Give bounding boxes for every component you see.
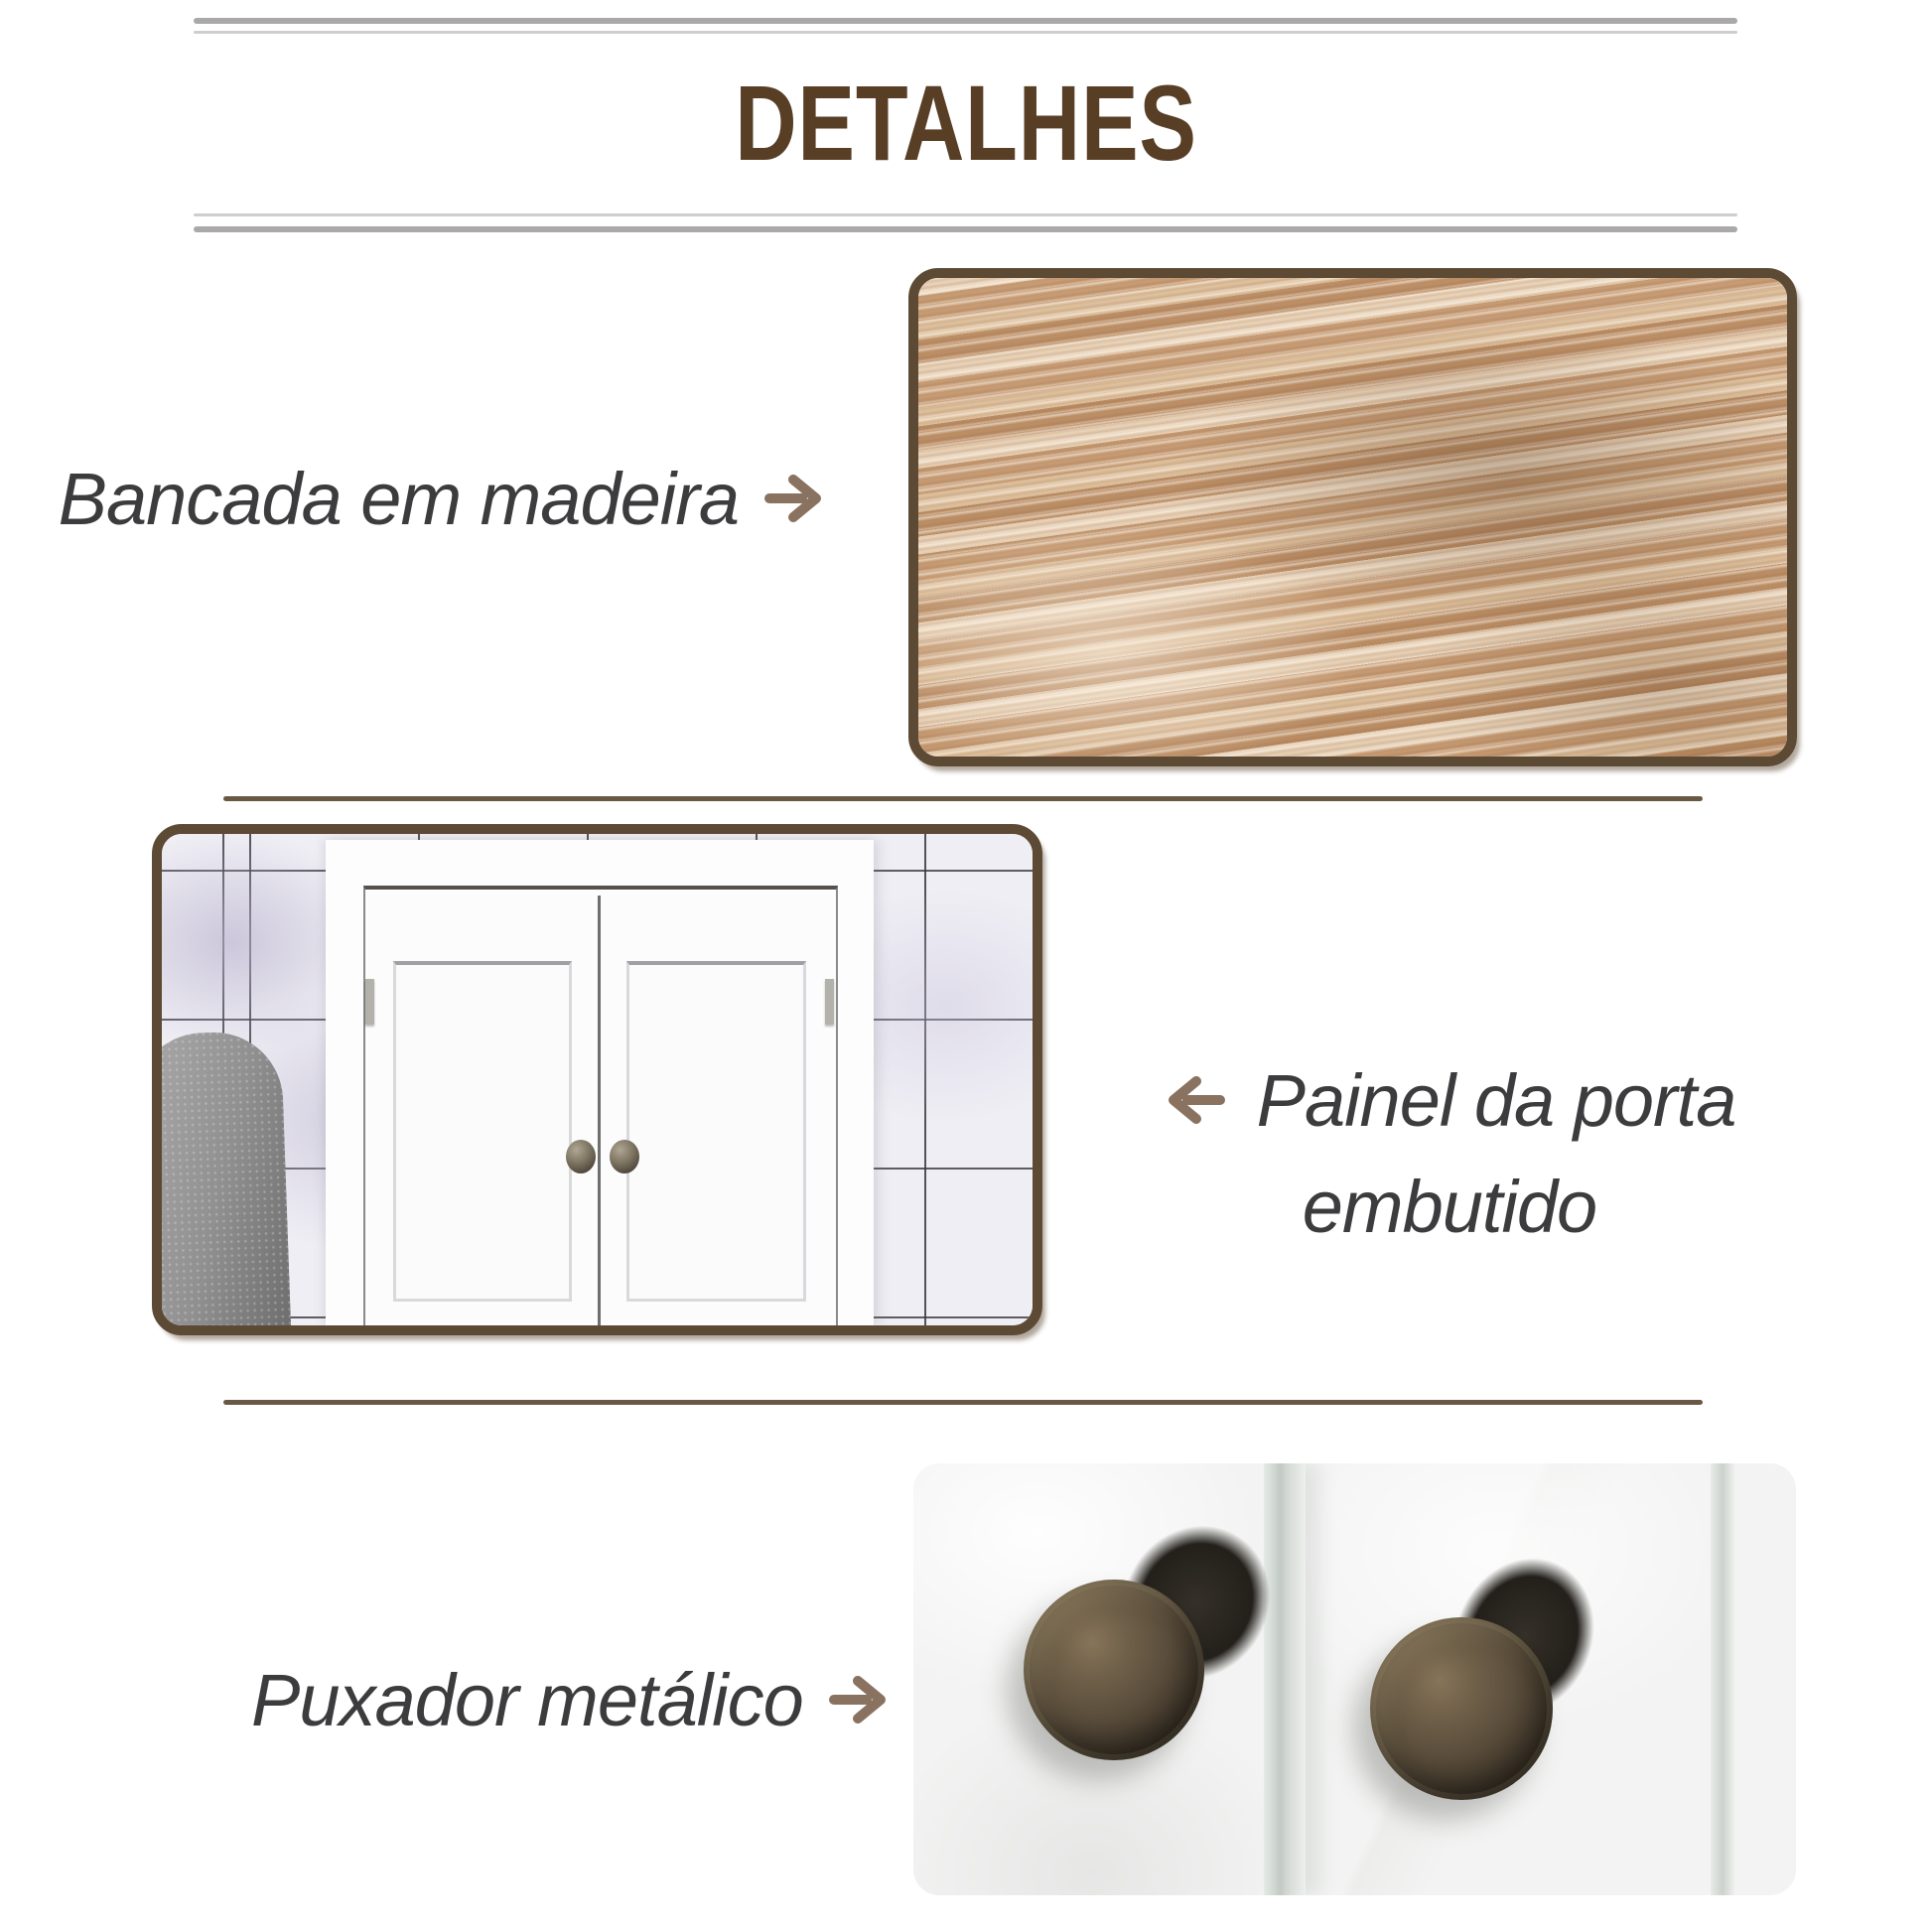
antique-metal-knobs-photo <box>913 1463 1796 1895</box>
top-rule-thin <box>194 31 1737 34</box>
wood-grain-texture <box>918 278 1787 757</box>
bronze-knob <box>1024 1580 1204 1760</box>
label-door-panel-line1 <box>1082 1044 1817 1156</box>
label-door-panel <box>1082 1044 1817 1267</box>
page-title: DETALHES <box>735 63 1197 183</box>
cabinet-left-door <box>367 896 601 1329</box>
recessed-panel-right <box>626 961 806 1302</box>
cabinet-door-opening <box>363 886 838 1329</box>
wood-countertop-photo <box>908 268 1797 766</box>
section-divider <box>223 796 1703 801</box>
label-handle <box>251 1644 891 1755</box>
label-countertop-text: Bancada em madeira <box>58 457 739 540</box>
hinge-icon <box>365 979 374 1025</box>
title-underline-thick <box>194 226 1737 232</box>
right-arrow-icon <box>829 1674 891 1725</box>
label-door-panel-text2: embutido <box>1302 1166 1597 1248</box>
right-arrow-icon <box>764 473 826 524</box>
label-handle-text: Puxador metálico <box>251 1658 803 1741</box>
door-gap <box>1711 1463 1734 1895</box>
cabinet-double-doors-photo <box>152 824 1042 1335</box>
top-rule-thick <box>194 18 1737 24</box>
cabinet-body <box>326 840 874 1325</box>
door-knob <box>610 1140 639 1173</box>
gray-chair <box>152 1030 291 1332</box>
hinge-icon <box>825 979 834 1025</box>
recessed-panel-left <box>393 961 572 1302</box>
label-door-panel-text1: Painel da porta <box>1256 1058 1736 1142</box>
door-knob <box>566 1140 596 1173</box>
title-underline-thin <box>194 213 1737 216</box>
section-divider <box>223 1400 1703 1405</box>
left-arrow-icon <box>1164 1074 1225 1126</box>
bronze-knob <box>1370 1617 1553 1800</box>
label-countertop <box>59 443 826 554</box>
cabinet-right-door <box>601 896 832 1329</box>
